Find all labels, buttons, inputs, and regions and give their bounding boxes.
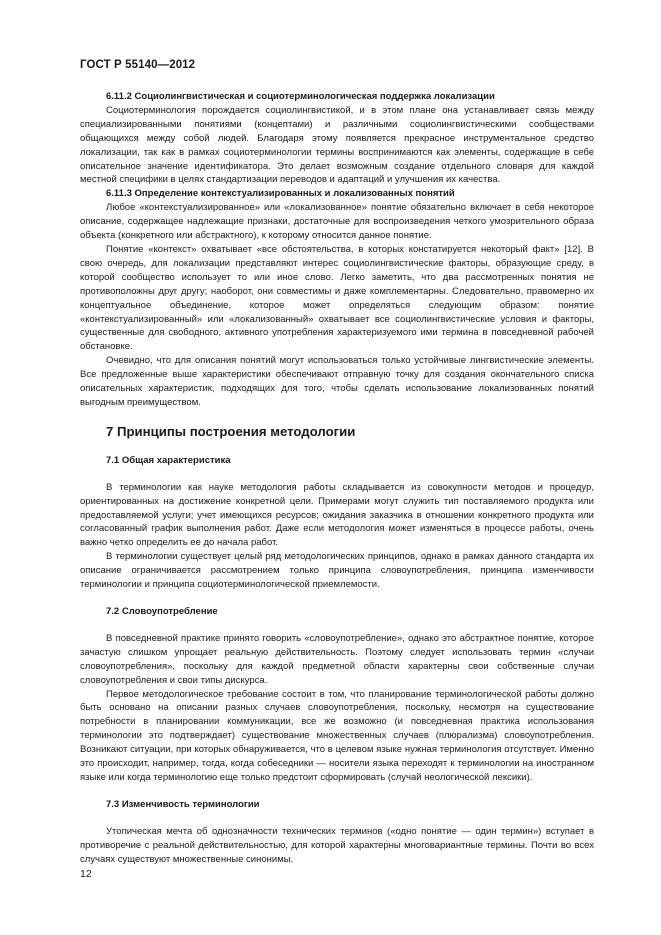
paragraph: Любое «контекстуализированное» или «локализованное» понятие обязательно включает в себя некоторое описание, содержащее надлежащие признаки, достаточные для воспроизведения четкого умозрительного образа объекта (конкретного или абстрактного), к которому относится данное понятие. <box>80 202 594 242</box>
page-number: 12 <box>80 868 92 880</box>
paragraph: В терминологии существует целый ряд методологических принципов, однако в рамках данного стандарта их описание ограничивается рассмотрением только принципа словоупотребления, принципа изменчивости терминологии и принципа социотерминологической приемлемости. <box>80 551 594 591</box>
paragraph: Утопическая мечта об однозначности технических терминов («одно понятие — один термин») вступает в противоречие с реальной действительностью, для которой характерны многовариантные термины. Почти во всех случаях существуют множественные синонимы. <box>80 825 594 865</box>
section-heading-7-2: 7.2 Словоупотребление <box>106 606 218 617</box>
section-heading-7-1: 7.1 Общая характеристика <box>106 454 231 466</box>
paragraph: В повседневной практике принято говорить «словоупотребление», однако это абстрактное понятие, которое зачастую слишком упрощает реальную действительность. Поэтому следует использовать термин «случаи словоупотребления», поскольку для каждой предметной области характерны свои собственные случаи словоупотребления и свои типы дискурса. <box>80 632 594 686</box>
section-heading-6-11-2: 6.11.2 Социолингвистическая и социотерминологическая поддержка локализации <box>106 91 495 102</box>
paragraph: В терминологии как науке методология работы складывается из совокупности методов и процедур, ориентированных на достижение конкретной цели. Примерами могут служить тип поставляемого продукта или предоставляемой услуги; учет имеющихся ресурсов; ожидания заказчика в отношении конкретного продукта или согласованный график выполнения работ. Даже если методология может изменяться в процессе работы, очень важно четко определить ее до начала работ. <box>80 481 594 549</box>
paragraph: Понятие «контекст» охватывает «все обстоятельства, в которых констатируется некоторый факт» [12]. В свою очередь, для локализации представляют интерес социолингвистические факторы, образующие среду, в которой сообщество использует то или иное слово. Легко заметить, что два рассмотренных понятия не противоположны друг другу; наоборот, они совместимы и даже комплементарны. Следовательно, правомерно их концептуальное объединение, которое может определяться следующим образом: понятие «контекстуализированный» или «локализованный» охватывает все социолингвистические условия и факторы, существенные для свободного, активного употребления характеризуемого ими термина в повседневной рабочей обстановке. <box>80 243 594 353</box>
paragraph: Очевидно, что для описания понятий могут использоваться только устойчивые лингвистические элементы. Все предложенные выше характеристики обеспечивают отправную точку для создания окончательного списка описательных характеристик, подходящих для того, чтобы сделать использование локализованных понятий выгодным преимуществом. <box>80 355 594 408</box>
document-body <box>80 90 594 867</box>
paragraph: Первое методологическое требование состоит в том, что планирование терминологической работы должно быть основано на описании разных случаев словоупотребления, поскольку, несмотря на существование потребности в планировании коммуникации, все же возможно (и повседневная практика использования терминологии это подтверждает) существование множественных случаев (плюрализма) словоупотребления. Возникают ситуации, при которых обнаруживается, что в целевом языке нужная терминология отсутствует. Именно это происходит, например, тогда, когда собеседники — носители языка переходят к терминологии на иностранном языке или когда терминологию еще только предстоит сформировать (случай неологической лексики). <box>80 688 594 783</box>
section-heading-7-3: 7.3 Изменчивость терминологии <box>106 798 260 810</box>
section-heading-7: 7 Принципы построения методологии <box>106 423 356 439</box>
document-header: ГОСТ Р 55140—2012 <box>80 59 196 71</box>
section-heading-6-11-3: 6.11.3 Определение контекстуализированных и локализованных понятий <box>106 188 455 200</box>
paragraph: Социотерминология порождается социолингвистикой, и в этом плане она устанавливает связь между специализированными понятиями (концептами) и различными социолингвистическими сообществами общающихся между собой людей. Благодаря этому появляется прекрасное инструментальное средство локализации, так как в рамках социотерминологии термины воспринимаются как элементы, содержащие в себе описательное значение идентификатора. Это делает возможным создание отдельного словаря для каждой местной специфики в целях стандартизации переводов и адаптаций и улучшения их качества. <box>80 104 594 186</box>
